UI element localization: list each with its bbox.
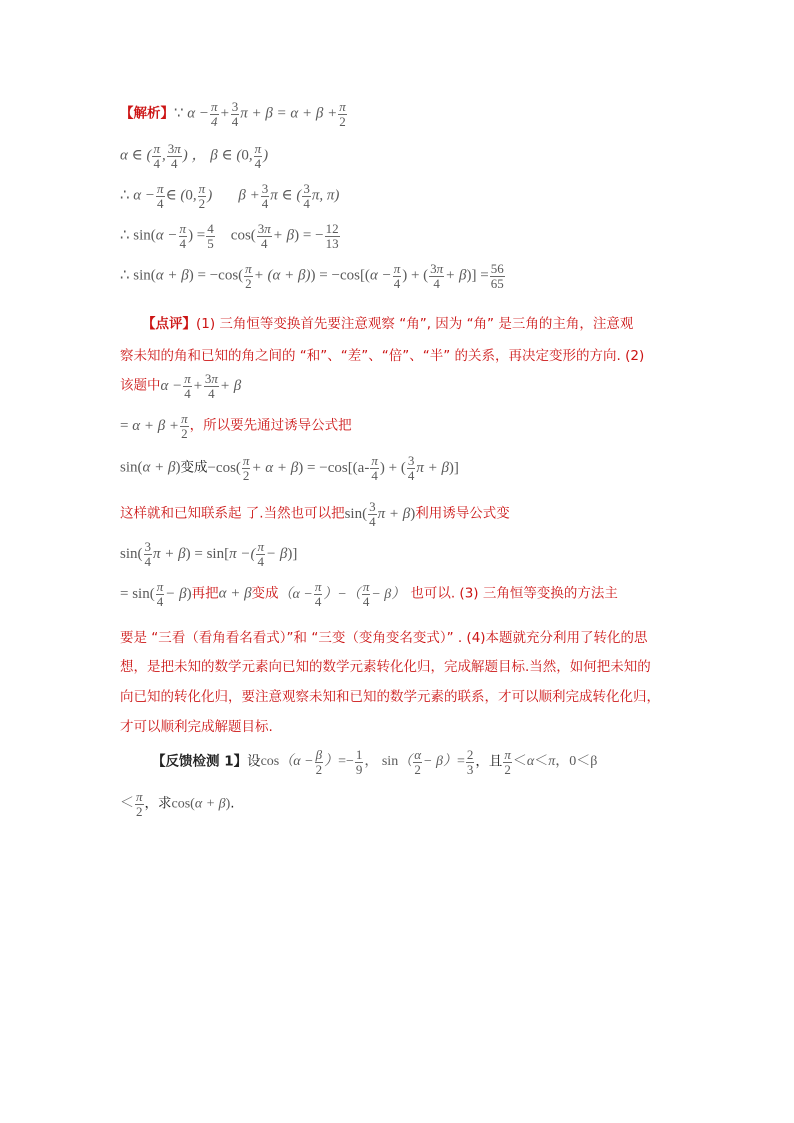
analysis-line-3: ∴ α − $\frac{\pi}{4}$ ∈ (0, $\frac{\pi}{2}$ ) β + $\frac{3}{4}$ π ∈ ( $\frac{3}{4}$ π, π) (120, 181, 340, 211)
comment-line-6: 这样就和已知联系起 了.当然也可以把sin( $\frac{3}{4}$ π + β)利用诱导公式变 (120, 499, 510, 529)
analysis-label: 【解析】 (120, 105, 174, 122)
analysis-line-5: ∴ sin(α + β) = −cos( $\frac{\pi}{2}$ + (α + β)) = −cos[(α − $\frac{\pi}{4}$ ) + ( $\frac{3\pi}{4}$ + β)] = $\frac{56}{65}$ (120, 261, 504, 291)
comment-line-8: = sin( $\frac{\pi}{4}$ − β)再把α + β变成（α − $\frac{\pi}{4}$ ）−（ $\frac{\pi}{4}$ − β） 也可以. (3) 三角恒等变换的方法主 (120, 579, 618, 609)
comment-line-1: 【点评】(1) 三角恒等变换首先要注意观察 “角”, 因为 “角” 是三角的主角，注意观 (142, 316, 634, 332)
feedback-label: 【反馈检测 1】 (152, 753, 248, 770)
comment-line-9: 要是 “三看（看角看名看式）”和 “三变（变角变名变式）” . (4)本题就充分利用了转化的思 (120, 630, 648, 646)
feedback-line-2: ＜ $\frac{\pi}{2}$ ，求cos(α + β). (120, 789, 235, 819)
feedback-line-1: 【反馈检测 1】设cos（α − $\frac{\beta}{2}$ ）=− $\frac{1}{9}$ ， sin（ $\frac{\alpha}{2}$ − β）= $\frac{2}{3}$ ，且 $\frac{\pi}{2}$ ＜α＜π，0＜β (152, 747, 598, 777)
comment-line-3: 该题中α − $\frac{\pi}{4}$ + $\frac{3\pi}{4}$ + β (120, 371, 242, 401)
comment-line-2: 察未知的角和已知的角之间的 “和”、“差”、“倍”、“半” 的关系，再决定变形的方向. (2) (120, 348, 645, 364)
comment-line-5: sin(α + β)变成−cos( $\frac{\pi}{2}$ + α + β) = −cos[(a- $\frac{\pi}{4}$ ) + ( $\frac{3}{4}$ π + β)] (120, 453, 459, 483)
comment-line-4: = α + β + $\frac{\pi}{2}$ ，所以要先通过诱导公式把 (120, 411, 352, 441)
comment-line-12: 才可以顺利完成解题目标. (120, 719, 273, 735)
analysis-line-2: α ∈ ( $\frac{\pi}{4}$ , $\frac{3\pi}{4}$ ) ， β ∈ (0, $\frac{\pi}{4}$ ) (120, 141, 269, 171)
analysis-line-1: 【解析】∵ α − $\frac{\pi}{4}$ + $\frac{3}{4}$ π + β = α + β + $\frac{\pi}{2}$ (120, 99, 346, 129)
comment-line-10: 想，是把未知的数学元素向已知的数学元素转化化归，完成解题目标.当然，如何把未知的 (120, 659, 651, 675)
comment-line-11: 向已知的转化化归，要注意观察未知和已知的数学元素的联系，才可以顺利完成转化化归， (120, 689, 660, 705)
analysis-line-4: ∴ sin(α − $\frac{\pi}{4}$ ) = $\frac{4}{5}$ cos( $\frac{3\pi}{4}$ + β) = − $\frac{12}{13}$ (120, 221, 339, 251)
comment-label: 【点评】 (142, 316, 196, 332)
comment-line-7: sin( $\frac{3}{4}$ π + β) = sin[π −( $\frac{\pi}{4}$ − β)] (120, 539, 298, 569)
